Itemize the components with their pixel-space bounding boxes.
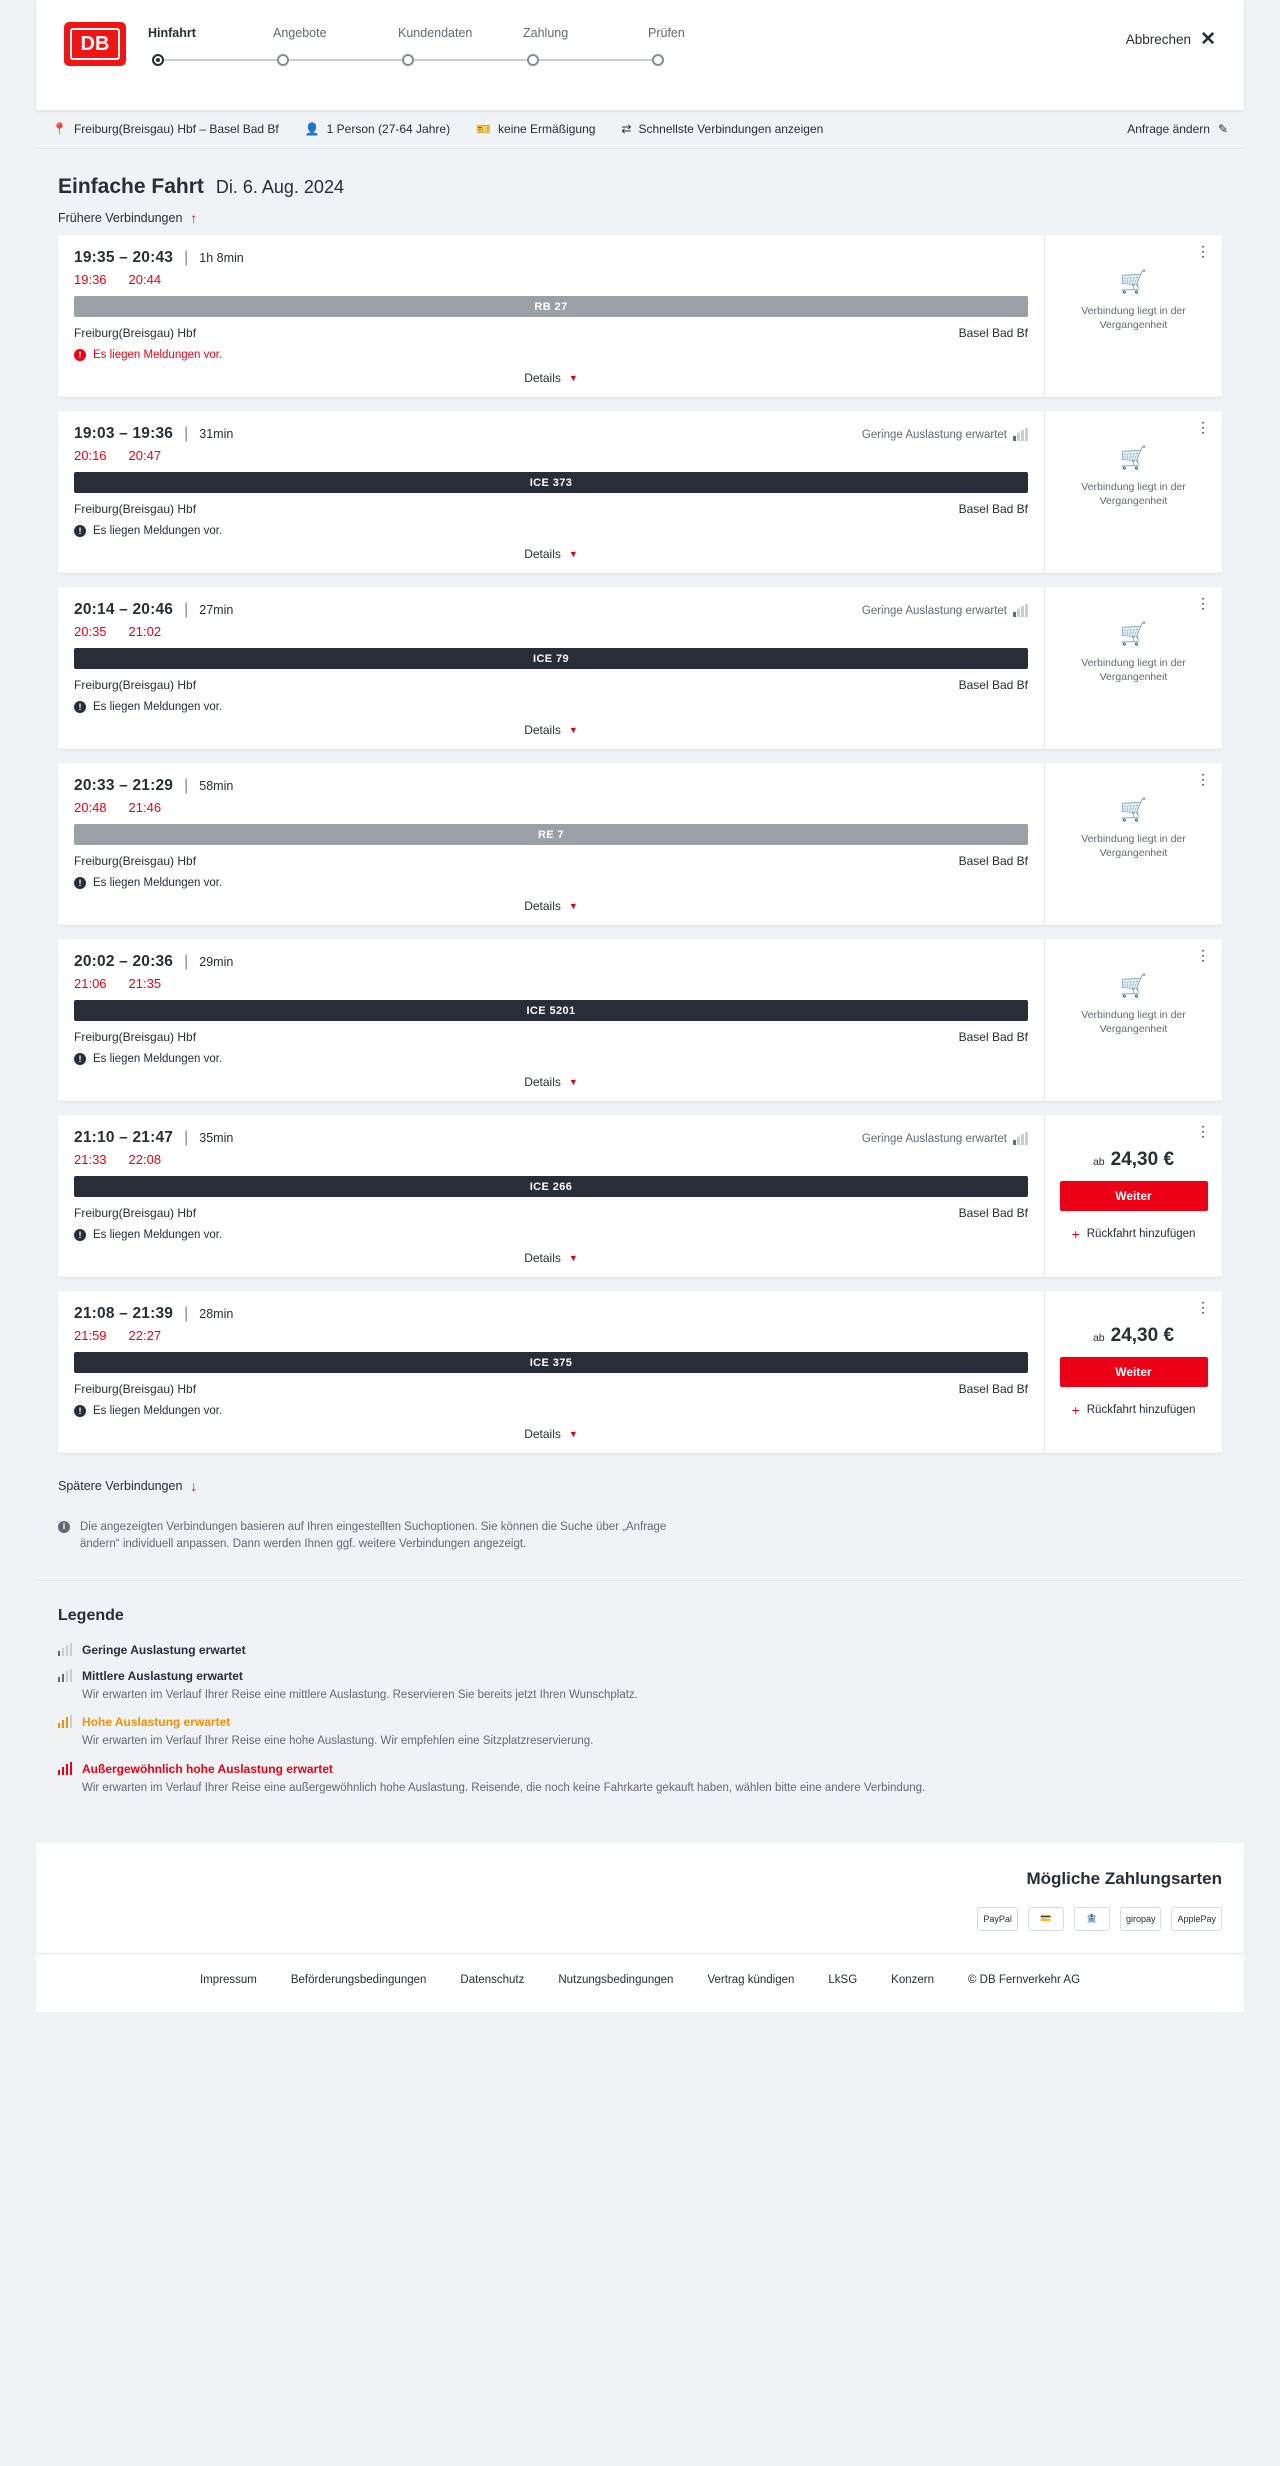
- train-label: RB 27: [74, 296, 1028, 317]
- details-label: Details: [524, 1427, 561, 1441]
- connection-booking-panel: [1044, 1291, 1222, 1453]
- connection-card[interactable]: [58, 939, 1222, 1101]
- times-separator: |: [184, 249, 189, 266]
- train-label: ICE 375: [74, 1352, 1028, 1373]
- info-icon: !: [74, 877, 86, 889]
- details-toggle[interactable]: [74, 371, 1028, 385]
- add-return-trip-label: Rückfahrt hinzufügen: [1086, 1404, 1196, 1416]
- connection-card[interactable]: [58, 763, 1222, 925]
- station-to: Basel Bad Bf: [958, 1206, 1028, 1220]
- station-from: Freiburg(Breisgau) Hbf: [74, 1206, 197, 1220]
- times-separator: |: [184, 601, 189, 618]
- details-toggle[interactable]: [74, 1075, 1028, 1089]
- actual-departure: 21:06: [74, 976, 107, 991]
- details-toggle[interactable]: [74, 1251, 1028, 1265]
- connection-stations: [74, 1030, 1028, 1044]
- connection-status-panel: [1044, 587, 1222, 749]
- legend-head: [58, 1669, 1222, 1683]
- legend-title: Legende: [58, 1606, 124, 1624]
- close-icon: ✕: [1200, 29, 1216, 50]
- step-prüfen[interactable]: [648, 26, 773, 68]
- connection-actual-times: [74, 448, 1028, 463]
- step-connector: [408, 59, 533, 61]
- step-dot-icon: [152, 54, 164, 66]
- plus-icon: +: [1071, 1402, 1080, 1418]
- connection-actual-times: [74, 1152, 1028, 1167]
- occupancy-label: Geringe Auslastung erwartet: [861, 429, 1007, 441]
- arrow-up-icon: ↑: [190, 210, 198, 226]
- connection-status-panel: [1044, 411, 1222, 573]
- connection-message-text: Es liegen Meldungen vor.: [93, 349, 223, 361]
- occupancy-bars-icon: [1013, 606, 1028, 617]
- footer-link-beförderungsbedingungen[interactable]: Beförderungsbedingungen: [290, 1973, 427, 1986]
- legend-head: [58, 1715, 1222, 1729]
- step-dot-icon: [652, 54, 664, 66]
- connection-stations: [74, 326, 1028, 340]
- criteria-route-label: Freiburg(Breisgau) Hbf – Basel Bad Bf: [73, 122, 279, 136]
- occupancy-bars-icon: [1013, 430, 1028, 441]
- connection-actual-times: [74, 624, 1028, 639]
- legend-section: [36, 1580, 1244, 1843]
- connection-message-text: Es liegen Meldungen vor.: [93, 1405, 223, 1417]
- details-label: Details: [524, 371, 561, 385]
- occupancy-label: Geringe Auslastung erwartet: [861, 1133, 1007, 1145]
- connection-times: 20:33 – 21:29: [74, 777, 174, 794]
- connection-status-panel: [1044, 939, 1222, 1101]
- past-connection-label: Verbindung liegt in der Vergangenheit: [1081, 1009, 1186, 1036]
- criteria-passengers[interactable]: [305, 122, 450, 136]
- chevron-down-icon: ▼: [568, 373, 578, 383]
- payment-section: [36, 1843, 1244, 1953]
- chevron-down-icon: ▼: [568, 1429, 578, 1439]
- actual-departure: 19:36: [74, 272, 107, 287]
- app-header: [36, 0, 1244, 110]
- connection-duration: 28min: [199, 1307, 234, 1321]
- cart-crossed-icon: 🛒: [1119, 973, 1148, 998]
- more-options-button[interactable]: ⋮: [1196, 771, 1210, 787]
- cart-crossed-icon: 🛒: [1119, 269, 1148, 294]
- change-request-label: Anfrage ändern: [1127, 122, 1210, 136]
- swap-icon: ⇄: [621, 122, 632, 136]
- info-icon: !: [74, 1405, 86, 1417]
- station-to: Basel Bad Bf: [958, 1382, 1028, 1396]
- step-dot-icon: [527, 54, 539, 66]
- legend-head: [58, 1762, 1222, 1776]
- more-options-button[interactable]: ⋮: [1196, 243, 1210, 259]
- connection-actual-times: [74, 800, 1028, 815]
- legend-item: [58, 1669, 1222, 1704]
- legend-label: Außergewöhnlich hohe Auslastung erwartet: [82, 1761, 333, 1776]
- cart-crossed-icon: 🛒: [1119, 797, 1148, 822]
- page-title-date: Di. 6. Aug. 2024: [215, 177, 344, 197]
- person-icon: 👤: [304, 122, 320, 136]
- earlier-connections-label: Frühere Verbindungen: [58, 211, 183, 225]
- train-label: ICE 266: [74, 1176, 1028, 1197]
- payment-method-sepa-icon: 🏦: [1074, 1907, 1110, 1931]
- cart-crossed-icon: 🛒: [1119, 621, 1148, 646]
- cart-crossed-icon: 🛒: [1119, 445, 1148, 470]
- legend-label: Geringe Auslastung erwartet: [82, 1642, 246, 1657]
- step-label: Prüfen: [648, 26, 685, 40]
- occupancy-bars-icon: [58, 1716, 72, 1728]
- more-options-button[interactable]: ⋮: [1196, 419, 1210, 435]
- criteria-discount-label: keine Ermäßigung: [498, 122, 596, 136]
- past-connection-label: Verbindung liegt in der Vergangenheit: [1081, 305, 1186, 332]
- step-connector: [283, 59, 408, 61]
- page-title: [36, 149, 1244, 199]
- details-toggle[interactable]: [74, 1427, 1028, 1441]
- search-criteria-bar: [36, 110, 1244, 149]
- connection-message-text: Es liegen Meldungen vor.: [93, 1229, 223, 1241]
- train-label: ICE 373: [74, 472, 1028, 493]
- legend-description: Wir erwarten im Verlauf Ihrer Reise eine mittlere Auslastung. Reservieren Sie bereits jetzt Ihren Wunschplatz.: [82, 1688, 638, 1701]
- pencil-icon: ✎: [1217, 122, 1228, 136]
- step-label: Kundendaten: [398, 26, 473, 40]
- connection-stations: [74, 1382, 1028, 1396]
- step-label: Zahlung: [523, 26, 569, 40]
- connection-message[interactable]: [74, 1229, 1028, 1241]
- payment-methods: [58, 1907, 1222, 1931]
- footer-link-konzern[interactable]: Konzern: [891, 1973, 935, 1986]
- legend-description: Wir erwarten im Verlauf Ihrer Reise eine außergewöhnlich hohe Auslastung. Reisende, die noch keine Fahrkarte gekauft haben, wählen bitte eine andere Verbindung.: [82, 1781, 926, 1794]
- add-return-trip-label: Rückfahrt hinzufügen: [1086, 1228, 1196, 1240]
- add-return-trip-button[interactable]: [1072, 1403, 1196, 1417]
- station-to: Basel Bad Bf: [958, 854, 1028, 868]
- connection-actual-times: [74, 272, 1028, 287]
- connection-times-row: [74, 249, 1028, 267]
- legend-item: [58, 1643, 1222, 1657]
- connection-booking-panel: [1044, 1115, 1222, 1277]
- payment-method-applepay-icon: ApplePay: [1171, 1907, 1222, 1931]
- info-icon: i: [58, 1521, 70, 1533]
- connection-details: [58, 1291, 1044, 1453]
- chevron-down-icon: ▼: [568, 1077, 578, 1087]
- bottom-spacer: [36, 2012, 1244, 2052]
- connection-message-text: Es liegen Meldungen vor.: [93, 525, 223, 537]
- times-separator: |: [184, 1129, 189, 1146]
- db-logo[interactable]: [64, 22, 126, 66]
- connection-list: [36, 235, 1244, 1453]
- card-icon: 🎫: [476, 122, 492, 136]
- connection-times: 20:14 – 20:46: [74, 601, 174, 618]
- legend-head: [58, 1643, 1222, 1657]
- earlier-connections-button[interactable]: [36, 199, 219, 235]
- price-prefix: ab: [1092, 1156, 1105, 1168]
- connection-message[interactable]: [74, 525, 1028, 537]
- connection-message[interactable]: [74, 701, 1028, 713]
- price-value: 24,30 €: [1110, 1325, 1175, 1346]
- station-from: Freiburg(Breisgau) Hbf: [74, 678, 197, 692]
- station-from: Freiburg(Breisgau) Hbf: [74, 854, 197, 868]
- footer-link-lksg[interactable]: LkSG: [828, 1973, 858, 1986]
- continue-button[interactable]: Weiter: [1060, 1181, 1208, 1211]
- connection-details: [58, 587, 1044, 749]
- occupancy-bars-icon: [1013, 1134, 1028, 1145]
- info-icon: !: [74, 1053, 86, 1065]
- occupancy-label: Geringe Auslastung erwartet: [861, 605, 1007, 617]
- occupancy-indicator: [862, 1133, 1028, 1145]
- station-to: Basel Bad Bf: [958, 1030, 1028, 1044]
- connection-actual-times: [74, 1328, 1028, 1343]
- legend-item: [58, 1762, 1222, 1797]
- details-toggle[interactable]: [74, 899, 1028, 913]
- occupancy-bars-icon: [58, 1670, 72, 1682]
- occupancy-indicator: [862, 429, 1028, 441]
- actual-arrival: 20:47: [128, 448, 162, 463]
- times-separator: |: [184, 953, 189, 970]
- actual-departure: 20:35: [74, 624, 107, 639]
- connection-times-row: [74, 953, 1028, 971]
- later-connections-label: Spätere Verbindungen: [58, 1479, 183, 1493]
- details-label: Details: [524, 723, 561, 737]
- legend-description: Wir erwarten im Verlauf Ihrer Reise eine hohe Auslastung. Wir empfehlen eine Sitzplatzreservierung.: [82, 1735, 594, 1748]
- times-separator: |: [184, 1305, 189, 1322]
- info-icon: !: [74, 701, 86, 713]
- connection-stations: [74, 1206, 1028, 1220]
- step-dot-row: [148, 54, 273, 68]
- station-to: Basel Bad Bf: [958, 502, 1028, 516]
- connection-message-text: Es liegen Meldungen vor.: [93, 1053, 223, 1065]
- connection-times-row: [74, 1129, 1028, 1147]
- details-toggle[interactable]: [74, 547, 1028, 561]
- details-label: Details: [524, 547, 561, 561]
- actual-departure: 21:33: [74, 1152, 107, 1167]
- connection-message-text: Es liegen Meldungen vor.: [93, 877, 223, 889]
- connection-stations: [74, 502, 1028, 516]
- price-value: 24,30 €: [1110, 1149, 1175, 1170]
- step-label: Angebote: [273, 26, 327, 40]
- connection-duration: 35min: [199, 1131, 234, 1145]
- connection-times: 19:35 – 20:43: [74, 249, 174, 266]
- step-label: Hinfahrt: [148, 26, 196, 40]
- actual-arrival: 22:27: [128, 1328, 162, 1343]
- actual-arrival: 20:44: [128, 272, 162, 287]
- legend-label: Mittlere Auslastung erwartet: [82, 1668, 243, 1683]
- step-angebote[interactable]: [273, 26, 398, 68]
- criteria-sorting-label: Schnellste Verbindungen anzeigen: [638, 122, 824, 136]
- info-icon: !: [74, 525, 86, 537]
- details-label: Details: [524, 1251, 561, 1265]
- connection-message-text: Es liegen Meldungen vor.: [93, 701, 223, 713]
- step-dot-row: [523, 54, 648, 68]
- station-from: Freiburg(Breisgau) Hbf: [74, 326, 197, 340]
- station-from: Freiburg(Breisgau) Hbf: [74, 1030, 197, 1044]
- footer-link-nutzungsbedingungen[interactable]: Nutzungsbedingungen: [558, 1973, 674, 1986]
- connection-details: [58, 235, 1044, 397]
- change-request-button[interactable]: [1127, 122, 1228, 136]
- connection-message[interactable]: [74, 1053, 1028, 1065]
- connection-duration: 1h 8min: [199, 251, 244, 265]
- cancel-label: Abbrechen: [1125, 32, 1192, 47]
- cancel-button[interactable]: [1126, 30, 1216, 49]
- actual-arrival: 21:35: [128, 976, 162, 991]
- connection-times: 21:10 – 21:47: [74, 1129, 174, 1146]
- connection-card[interactable]: [58, 235, 1222, 397]
- step-connector: [158, 59, 283, 61]
- more-options-button[interactable]: ⋮: [1196, 595, 1210, 611]
- connection-times: 19:03 – 19:36: [74, 425, 174, 442]
- later-connections-button[interactable]: [36, 1467, 219, 1503]
- criteria-route[interactable]: [52, 122, 279, 136]
- info-icon: !: [74, 1229, 86, 1241]
- train-label: ICE 79: [74, 648, 1028, 669]
- past-connection-label: Verbindung liegt in der Vergangenheit: [1081, 481, 1186, 508]
- actual-arrival: 22:08: [128, 1152, 162, 1167]
- occupancy-indicator: [862, 605, 1028, 617]
- actual-departure: 21:59: [74, 1328, 107, 1343]
- occupancy-bars-icon: [58, 1644, 72, 1656]
- actual-departure: 20:48: [74, 800, 107, 815]
- step-dot-row: [273, 54, 398, 68]
- chevron-down-icon: ▼: [568, 725, 578, 735]
- times-separator: |: [184, 425, 189, 442]
- step-dot-row: [648, 54, 773, 68]
- more-options-button[interactable]: ⋮: [1196, 947, 1210, 963]
- arrow-down-icon: ↓: [190, 1478, 198, 1494]
- actual-departure: 20:16: [74, 448, 107, 463]
- step-dot-icon: [402, 54, 414, 66]
- continue-button[interactable]: Weiter: [1060, 1357, 1208, 1387]
- step-kundendaten[interactable]: [398, 26, 523, 68]
- criteria-passengers-label: 1 Person (27-64 Jahre): [326, 122, 451, 136]
- connection-status-panel: [1044, 235, 1222, 397]
- connection-duration: 58min: [199, 779, 234, 793]
- more-options-button[interactable]: ⋮: [1196, 1123, 1210, 1139]
- connection-stations: [74, 678, 1028, 692]
- connection-card[interactable]: [58, 1115, 1222, 1277]
- actual-arrival: 21:02: [128, 624, 162, 639]
- connection-status-panel: [1044, 763, 1222, 925]
- connection-times-row: [74, 601, 1028, 619]
- step-connector: [533, 59, 658, 61]
- price-display: [1093, 1149, 1174, 1171]
- chevron-down-icon: ▼: [568, 549, 578, 559]
- results-content: [36, 149, 1244, 1580]
- train-label: ICE 5201: [74, 1000, 1028, 1021]
- search-note: [58, 1519, 698, 1554]
- connection-duration: 27min: [199, 603, 234, 617]
- connection-duration: 29min: [199, 955, 234, 969]
- connection-details: [58, 763, 1044, 925]
- details-toggle[interactable]: [74, 723, 1028, 737]
- connection-message[interactable]: [74, 877, 1028, 889]
- connection-message[interactable]: [74, 1405, 1028, 1417]
- more-options-button[interactable]: ⋮: [1196, 1299, 1210, 1315]
- details-label: Details: [524, 1075, 561, 1089]
- connection-times: 20:02 – 20:36: [74, 953, 174, 970]
- connection-message[interactable]: [74, 349, 1028, 361]
- connection-details: [58, 1115, 1044, 1277]
- times-separator: |: [184, 777, 189, 794]
- footer-copyright: © DB Fernverkehr AG: [968, 1973, 1081, 1986]
- station-to: Basel Bad Bf: [958, 678, 1028, 692]
- connection-actual-times: [74, 976, 1028, 991]
- criteria-sorting[interactable]: [621, 122, 823, 136]
- connection-card[interactable]: [58, 1291, 1222, 1453]
- legend-label: Hohe Auslastung erwartet: [82, 1715, 231, 1730]
- footer-link-vertrag-kündigen[interactable]: Vertrag kündigen: [707, 1973, 795, 1986]
- price-prefix: ab: [1092, 1332, 1105, 1344]
- connection-times-row: [74, 777, 1028, 795]
- plus-icon: +: [1071, 1226, 1080, 1242]
- past-connection-label: Verbindung liegt in der Vergangenheit: [1081, 833, 1186, 860]
- step-dot-icon: [277, 54, 289, 66]
- legend-list: [58, 1643, 1222, 1797]
- details-label: Details: [524, 899, 561, 913]
- station-to: Basel Bad Bf: [958, 326, 1028, 340]
- info-icon: !: [74, 349, 86, 361]
- footer-link-datenschutz[interactable]: Datenschutz: [460, 1973, 525, 1986]
- connection-details: [58, 939, 1044, 1101]
- payment-title: Mögliche Zahlungsarten: [1026, 1868, 1222, 1888]
- chevron-down-icon: ▼: [568, 901, 578, 911]
- db-logo-text: DB: [70, 28, 120, 60]
- legend-item: [58, 1715, 1222, 1750]
- checkout-stepper: [148, 26, 773, 68]
- step-zahlung[interactable]: [523, 26, 648, 68]
- connection-duration: 31min: [199, 427, 234, 441]
- station-from: Freiburg(Breisgau) Hbf: [74, 502, 197, 516]
- actual-arrival: 21:46: [128, 800, 162, 815]
- connection-card[interactable]: [58, 411, 1222, 573]
- footer-link-impressum[interactable]: Impressum: [199, 1973, 257, 1986]
- payment-method-giropay-icon: giropay: [1120, 1907, 1162, 1931]
- station-from: Freiburg(Breisgau) Hbf: [74, 1382, 197, 1396]
- page-title-main: Einfache Fahrt: [58, 175, 204, 198]
- connection-times: 21:08 – 21:39: [74, 1305, 174, 1322]
- connection-details: [58, 411, 1044, 573]
- price-display: [1093, 1325, 1174, 1347]
- payment-method-kreditkarte-icon: 💳: [1028, 1907, 1064, 1931]
- search-note-text: Die angezeigten Verbindungen basieren auf Ihren eingestellten Suchoptionen. Sie können die Suche über „Anfrage ändern“ individuell anpassen. Dann werden Ihnen ggf. weitere Verbindungen angezeigt.: [80, 1521, 667, 1551]
- step-dot-row: [398, 54, 523, 68]
- past-connection-label: Verbindung liegt in der Vergangenheit: [1081, 657, 1186, 684]
- connection-times-row: [74, 425, 1028, 443]
- chevron-down-icon: ▼: [568, 1253, 578, 1263]
- occupancy-bars-icon: [58, 1763, 72, 1775]
- payment-method-paypal-icon: PayPal: [977, 1907, 1018, 1931]
- criteria-discount[interactable]: [476, 122, 595, 136]
- train-label: RE 7: [74, 824, 1028, 845]
- connection-times-row: [74, 1305, 1028, 1323]
- connection-card[interactable]: [58, 587, 1222, 749]
- location-pin-icon: 📍: [52, 122, 67, 136]
- footer: [36, 1953, 1244, 2012]
- connection-stations: [74, 854, 1028, 868]
- add-return-trip-button[interactable]: [1072, 1227, 1196, 1241]
- step-hinfahrt[interactable]: [148, 26, 273, 68]
